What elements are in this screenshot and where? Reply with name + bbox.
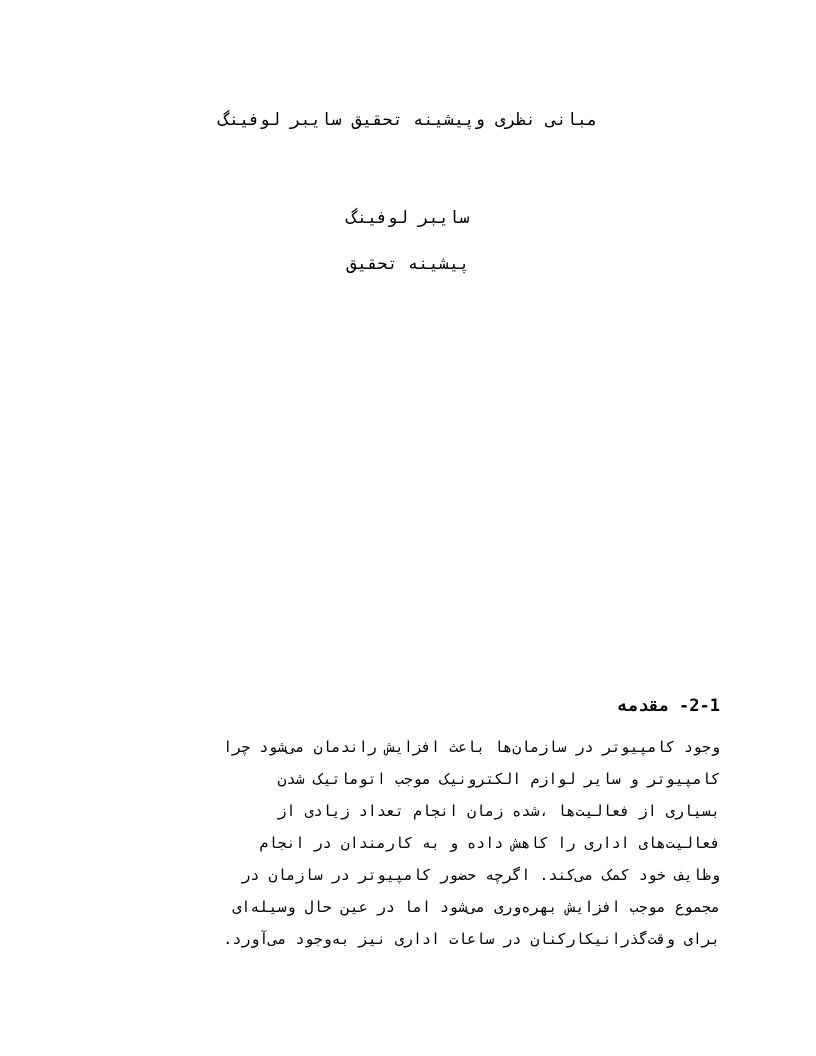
paragraph-line-4: فعالیت‌های اداری را کاهش داده و به کارمندان در انجام [259,834,720,852]
paragraph-line-3: بسیاری از فعالیت‌ها ،شده زمان انجام تعداد زیادی از [277,802,720,820]
paragraph-line-1: وجود کامپیوتر در سازمان‌ها باعث افزایش راندمان می‌شود چرا [223,738,720,756]
paragraph-line-2: کامپیوتر و سایر لوازم الکترونیک موجب اتوماتیک شدن [277,770,720,788]
subtitle-cyberloafing: سایبر لوفینگ [346,208,470,228]
document-title: مبانی نظری وپیشینه تحقیق سایبر لوفینگ [218,110,598,130]
introduction-paragraph [90,731,720,955]
subtitle-research-background: پیشینه تحقیق [346,254,470,274]
paragraph-line-7: برای وقت‌گذرانیکارکنان در ساعات اداری نیز به‌وجود می‌آورد. [223,930,720,948]
paragraph-line-6: مجموع موجب افزایش بهره‌وری می‌شود اما در عین حال وسیله‌ای [232,898,720,916]
paragraph-line-5: وظایف خود کمک می‌کند. اگرچه حضور کامپیوتر در سازمان در [241,866,720,884]
section-heading-introduction: 2-1- مقدمه [617,696,720,716]
